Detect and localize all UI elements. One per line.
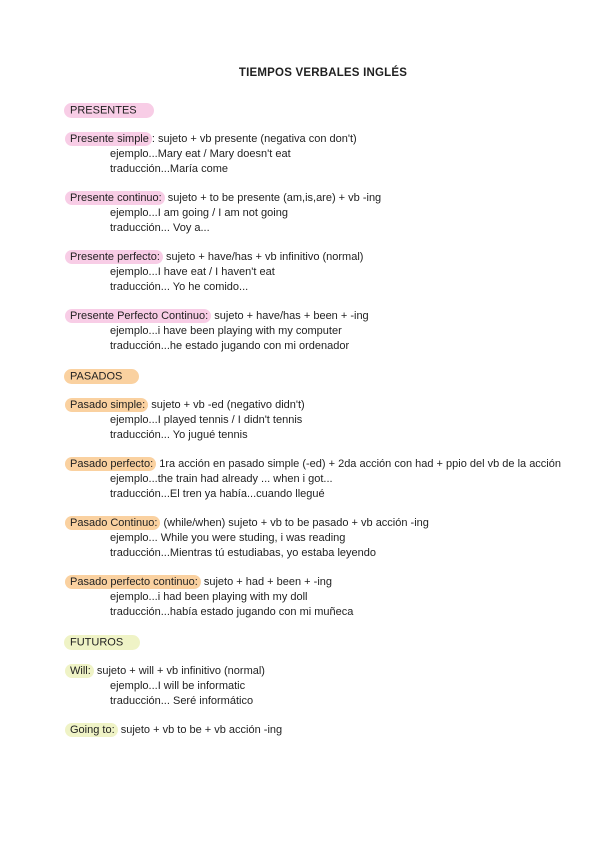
tense-example: ejemplo...i had been playing with my doll xyxy=(110,591,308,603)
document-title: TIEMPOS VERBALES INGLÉS xyxy=(238,67,408,79)
tense-label-highlight: Pasado Continuo: xyxy=(65,516,160,530)
tense-example: ejemplo...I have eat / I haven't eat xyxy=(110,266,275,278)
tense-example: ejemplo...i have been playing with my computer xyxy=(110,325,342,337)
entry-presente-continuo xyxy=(70,191,576,236)
tense-formula-line xyxy=(70,664,576,679)
entry-pasado-perfecto xyxy=(70,457,576,502)
tense-example: ejemplo...the train had already ... when i got... xyxy=(110,473,333,485)
tense-formula: sujeto + have/has + vb infinitivo (normal) xyxy=(162,251,364,263)
entry-going-to xyxy=(70,723,576,738)
tense-formula-line xyxy=(70,723,576,738)
document-content xyxy=(70,66,576,738)
tense-formula: sujeto + to be presente (am,is,are) + vb -ing xyxy=(164,192,382,204)
tense-translation: traducción...El tren ya había...cuando llegué xyxy=(110,488,325,500)
tense-example: ejemplo...I played tennis / I didn't tennis xyxy=(110,414,303,426)
tense-example: ejemplo... While you were studing, i was reading xyxy=(110,532,346,544)
tense-formula-line xyxy=(70,398,576,413)
tense-formula-line xyxy=(70,132,576,147)
tense-label-highlight: Presente continuo: xyxy=(65,191,165,205)
tense-translation: traducción... Seré informático xyxy=(110,695,254,707)
entry-presente-simple xyxy=(70,132,576,177)
tense-label-highlight: Pasado perfecto: xyxy=(65,457,156,471)
tense-formula-line xyxy=(70,309,576,324)
section-heading-futuros xyxy=(70,635,576,650)
tense-formula-line xyxy=(70,191,576,206)
tense-formula-line xyxy=(70,516,576,531)
tense-label-highlight: Going to: xyxy=(65,723,118,737)
tense-label-highlight: Presente simple xyxy=(65,132,152,146)
tense-formula: sujeto + vb -ed (negativo didn't) xyxy=(148,399,305,411)
tense-formula-line xyxy=(70,457,576,472)
section-heading-presentes xyxy=(70,103,576,118)
tense-translation: traducción... Voy a... xyxy=(110,222,210,234)
tense-translation: traducción...María come xyxy=(110,163,228,175)
section-futuros xyxy=(70,635,576,738)
tense-label-highlight: Will: xyxy=(65,664,94,678)
tense-example: ejemplo...I will be informatic xyxy=(110,680,246,692)
entry-pasado-continuo xyxy=(70,516,576,561)
entry-presente-perfecto xyxy=(70,250,576,295)
tense-translation: traducción... Yo he comido... xyxy=(110,281,249,293)
tense-formula: sujeto + will + vb infinitivo (normal) xyxy=(93,665,265,677)
tense-label-highlight: Presente perfecto: xyxy=(65,250,163,264)
section-heading-highlight: PRESENTES xyxy=(64,103,154,118)
tense-translation: traducción...he estado jugando con mi ordenador xyxy=(110,340,350,352)
tense-translation: traducción...había estado jugando con mi muñeca xyxy=(110,606,354,618)
tense-example: ejemplo...I am going / I am not going xyxy=(110,207,288,219)
section-heading-highlight: PASADOS xyxy=(64,369,139,384)
tense-translation: traducción... Yo jugué tennis xyxy=(110,429,248,441)
entry-will xyxy=(70,664,576,709)
tense-formula: sujeto + had + been + -ing xyxy=(200,576,332,588)
tense-translation: traducción...Mientras tú estudiabas, yo estaba leyendo xyxy=(110,547,376,559)
section-presentes xyxy=(70,103,576,354)
section-heading-pasados xyxy=(70,369,576,384)
tense-formula: sujeto + vb to be + vb acción -ing xyxy=(117,724,283,736)
tense-formula-line xyxy=(70,575,576,590)
tense-label-highlight: Pasado simple: xyxy=(65,398,148,412)
tense-formula: (while/when) sujeto + vb to be pasado + vb acción -ing xyxy=(160,517,429,529)
tense-label-highlight: Presente Perfecto Continuo: xyxy=(65,309,211,323)
entry-pasado-simple xyxy=(70,398,576,443)
tense-example: ejemplo...Mary eat / Mary doesn't eat xyxy=(110,148,291,160)
tense-formula-line xyxy=(70,250,576,265)
tense-formula: 1ra acción en pasado simple (-ed) + 2da acción con had + ppio del vb de la acción xyxy=(156,458,561,470)
tense-label-highlight: Pasado perfecto continuo: xyxy=(65,575,201,589)
entry-pasado-perfecto-continuo xyxy=(70,575,576,620)
section-heading-highlight: FUTUROS xyxy=(64,635,140,650)
entry-presente-perfecto-continuo xyxy=(70,309,576,354)
section-pasados xyxy=(70,369,576,620)
tense-formula: : sujeto + vb presente (negativa con don't) xyxy=(151,133,357,145)
tense-formula: sujeto + have/has + been + -ing xyxy=(211,310,369,322)
